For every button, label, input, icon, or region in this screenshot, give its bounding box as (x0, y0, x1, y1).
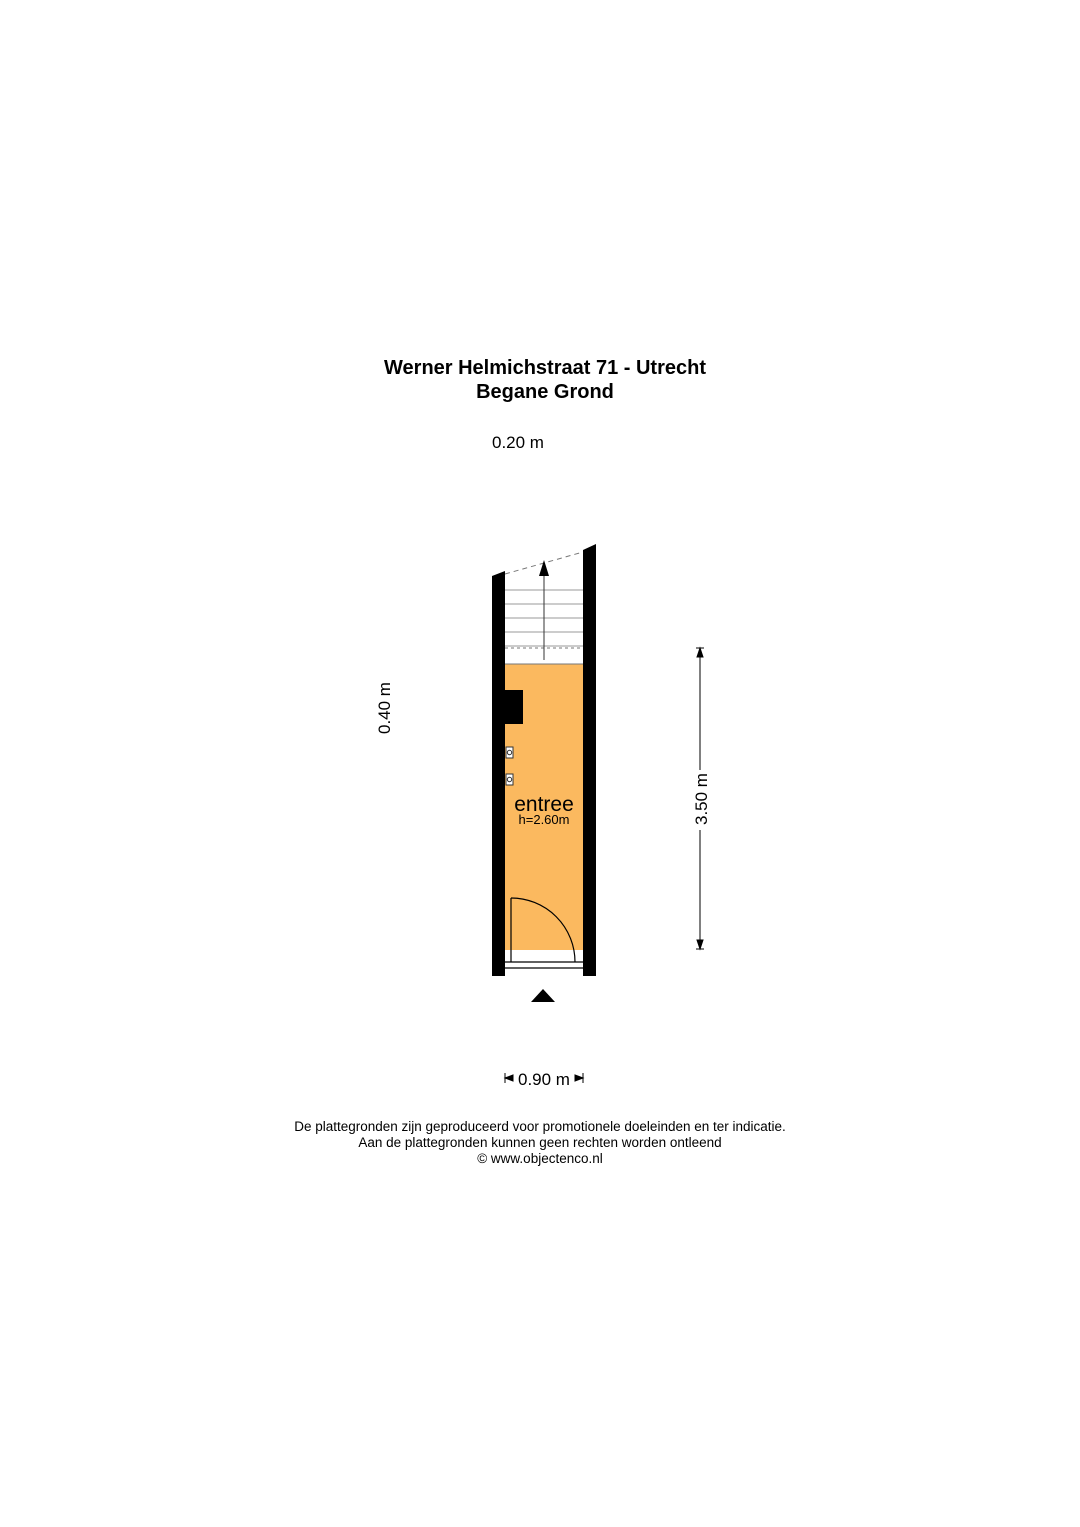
wall-right (583, 544, 596, 976)
dimension-top-label: 0.20 m (492, 433, 544, 452)
disclaimer-line-1: De plattegronden zijn geproduceerd voor promotionele doeleinden en ter indicatie. (294, 1119, 786, 1134)
disclaimer-line-2: Aan de plattegronden kunnen geen rechten worden ontleend (358, 1135, 722, 1150)
door-threshold (505, 950, 583, 968)
meter-cabinet (505, 690, 523, 724)
wall-left (492, 571, 505, 976)
dimension-left-label: 0.40 m (375, 682, 394, 734)
page-title: Werner Helmichstraat 71 - Utrecht (384, 357, 706, 379)
stair-direction-arrow-icon (539, 560, 549, 576)
dimension-right-label: 3.50 m (692, 773, 711, 825)
room-height-label: h=2.60m (518, 812, 570, 827)
floor-subtitle: Begane Grond (476, 381, 614, 403)
copyright-line: © www.objectenco.nl (477, 1151, 603, 1166)
room-name-label: entree (514, 793, 574, 816)
entrance-arrow-icon (531, 989, 555, 1002)
dimension-bottom-label: 0.90 m (518, 1070, 570, 1089)
